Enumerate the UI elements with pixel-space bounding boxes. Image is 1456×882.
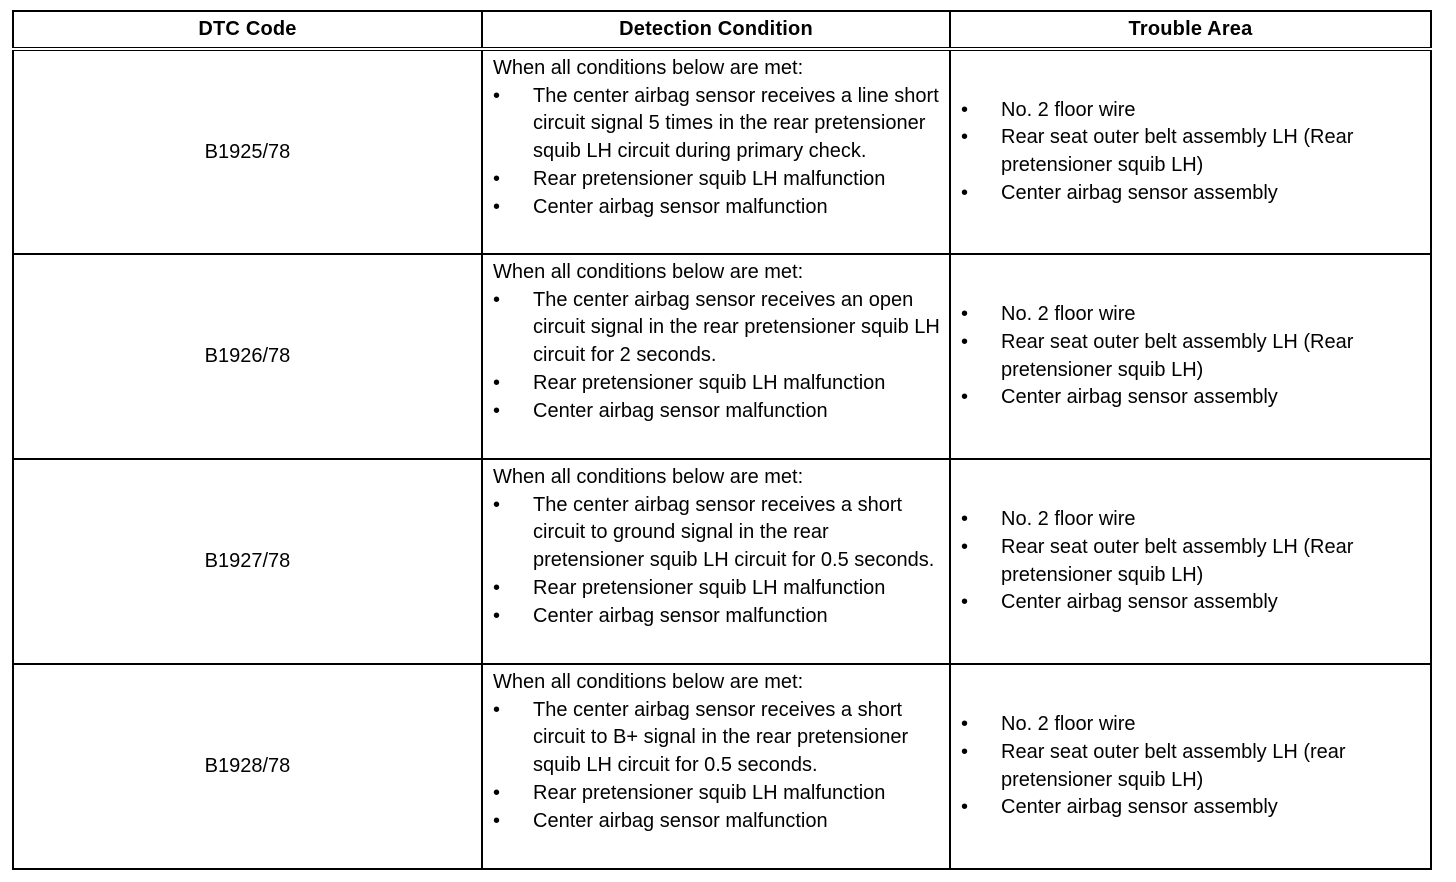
- condition-text: Center airbag sensor malfunction: [533, 195, 828, 218]
- header-trouble-area: Trouble Area: [950, 11, 1431, 49]
- trouble-area-text: Rear seat outer belt assembly LH (Rear pretensioner squib LH): [1001, 535, 1354, 586]
- dtc-code-cell: B1928/78: [13, 664, 482, 869]
- dtc-code-cell: B1925/78: [13, 49, 482, 254]
- condition-item: [493, 603, 941, 631]
- condition-item: [493, 808, 941, 836]
- condition-intro: When all conditions below are met:: [493, 671, 804, 693]
- condition-item: [493, 83, 941, 166]
- bullet-icon: •: [493, 576, 501, 599]
- condition-item: [493, 398, 941, 426]
- bullet-icon: •: [493, 604, 501, 627]
- trouble-area-item: [961, 124, 1422, 179]
- trouble-area-text: No. 2 floor wire: [1001, 303, 1136, 326]
- table-row: [13, 459, 1431, 664]
- header-dtc-code: DTC Code: [13, 11, 482, 49]
- condition-list: [493, 287, 941, 426]
- trouble-area-text: Rear seat outer belt assembly LH (Rear pretensioner squib LH): [1001, 330, 1354, 381]
- trouble-area-item: [961, 384, 1422, 412]
- bullet-icon: •: [493, 371, 501, 394]
- bullet-icon: •: [961, 303, 969, 326]
- bullet-icon: •: [493, 167, 501, 190]
- bullet-icon: •: [961, 98, 969, 121]
- trouble-area-cell: [950, 49, 1431, 254]
- bullet-icon: •: [961, 508, 969, 531]
- bullet-icon: •: [961, 740, 969, 763]
- bullet-icon: •: [493, 84, 501, 107]
- condition-intro: When all conditions below are met:: [493, 466, 804, 488]
- trouble-area-cell: [950, 664, 1431, 869]
- condition-intro: When all conditions below are met:: [493, 261, 804, 283]
- condition-text: Rear pretensioner squib LH malfunction: [533, 371, 886, 394]
- trouble-area-text: No. 2 floor wire: [1001, 713, 1136, 736]
- bullet-icon: •: [961, 126, 969, 149]
- condition-text: Center airbag sensor malfunction: [533, 399, 828, 422]
- condition-text: Rear pretensioner squib LH malfunction: [533, 576, 886, 599]
- trouble-area-item: [961, 97, 1422, 125]
- trouble-area-item: [961, 589, 1422, 617]
- table-row: [13, 664, 1431, 869]
- detection-condition-cell: [482, 49, 950, 254]
- trouble-area-text: Center airbag sensor assembly: [1001, 181, 1278, 204]
- condition-intro: When all conditions below are met:: [493, 57, 804, 79]
- condition-list: [493, 492, 941, 631]
- bullet-icon: •: [961, 591, 969, 614]
- trouble-area-list: [961, 97, 1422, 208]
- header-row: [13, 11, 1431, 49]
- bullet-icon: •: [961, 386, 969, 409]
- condition-list: [493, 83, 941, 222]
- dtc-code-cell: B1926/78: [13, 254, 482, 459]
- condition-item: [493, 370, 941, 398]
- condition-item: [493, 194, 941, 222]
- bullet-icon: •: [493, 493, 501, 516]
- trouble-area-cell: [950, 459, 1431, 664]
- condition-text: The center airbag sensor receives a short circuit to ground signal in the rear pretensioner squib LH circuit for 0.5 seconds.: [533, 493, 935, 572]
- condition-item: [493, 492, 941, 575]
- bullet-icon: •: [493, 195, 501, 218]
- condition-text: The center airbag sensor receives an open circuit signal in the rear pretensioner squib LH circuit for 2 seconds.: [533, 288, 940, 367]
- trouble-area-item: [961, 301, 1422, 329]
- table-row: [13, 49, 1431, 254]
- trouble-area-item: [961, 506, 1422, 534]
- trouble-area-text: Rear seat outer belt assembly LH (Rear pretensioner squib LH): [1001, 126, 1354, 176]
- table-row: [13, 254, 1431, 459]
- bullet-icon: •: [961, 535, 969, 558]
- trouble-area-text: Rear seat outer belt assembly LH (rear pretensioner squib LH): [1001, 740, 1346, 791]
- condition-item: [493, 166, 941, 194]
- condition-text: Rear pretensioner squib LH malfunction: [533, 781, 886, 804]
- trouble-area-text: Center airbag sensor assembly: [1001, 796, 1278, 819]
- bullet-icon: •: [493, 781, 501, 804]
- condition-item: [493, 697, 941, 780]
- bullet-icon: •: [961, 330, 969, 353]
- trouble-area-list: [961, 301, 1422, 412]
- detection-condition-cell: [482, 459, 950, 664]
- header-detection-condition: Detection Condition: [482, 11, 950, 49]
- bullet-icon: •: [493, 809, 501, 832]
- bullet-icon: •: [961, 796, 969, 819]
- trouble-area-text: Center airbag sensor assembly: [1001, 386, 1278, 409]
- trouble-area-item: [961, 180, 1422, 208]
- trouble-area-item: [961, 329, 1422, 384]
- condition-list: [493, 697, 941, 836]
- bullet-icon: •: [493, 288, 501, 311]
- bullet-icon: •: [961, 713, 969, 736]
- condition-text: Center airbag sensor malfunction: [533, 809, 828, 832]
- trouble-area-text: No. 2 floor wire: [1001, 98, 1136, 121]
- trouble-area-list: [961, 506, 1422, 617]
- condition-item: [493, 780, 941, 808]
- trouble-area-item: [961, 794, 1422, 822]
- condition-item: [493, 287, 941, 370]
- condition-text: The center airbag sensor receives a line short circuit signal 5 times in the rear pretensioner squib LH circuit during primary check.: [533, 84, 939, 163]
- trouble-area-list: [961, 711, 1422, 822]
- trouble-area-text: No. 2 floor wire: [1001, 508, 1136, 531]
- bullet-icon: •: [493, 399, 501, 422]
- trouble-area-item: [961, 739, 1422, 794]
- dtc-table: [12, 10, 1432, 870]
- condition-text: The center airbag sensor receives a short circuit to B+ signal in the rear pretensioner squib LH circuit for 0.5 seconds.: [533, 698, 909, 777]
- condition-item: [493, 575, 941, 603]
- trouble-area-item: [961, 711, 1422, 739]
- dtc-code-cell: B1927/78: [13, 459, 482, 664]
- condition-text: Center airbag sensor malfunction: [533, 604, 828, 627]
- bullet-icon: •: [961, 181, 969, 204]
- trouble-area-text: Center airbag sensor assembly: [1001, 591, 1278, 614]
- trouble-area-item: [961, 534, 1422, 589]
- detection-condition-cell: [482, 664, 950, 869]
- condition-text: Rear pretensioner squib LH malfunction: [533, 167, 886, 190]
- bullet-icon: •: [493, 698, 501, 721]
- trouble-area-cell: [950, 254, 1431, 459]
- detection-condition-cell: [482, 254, 950, 459]
